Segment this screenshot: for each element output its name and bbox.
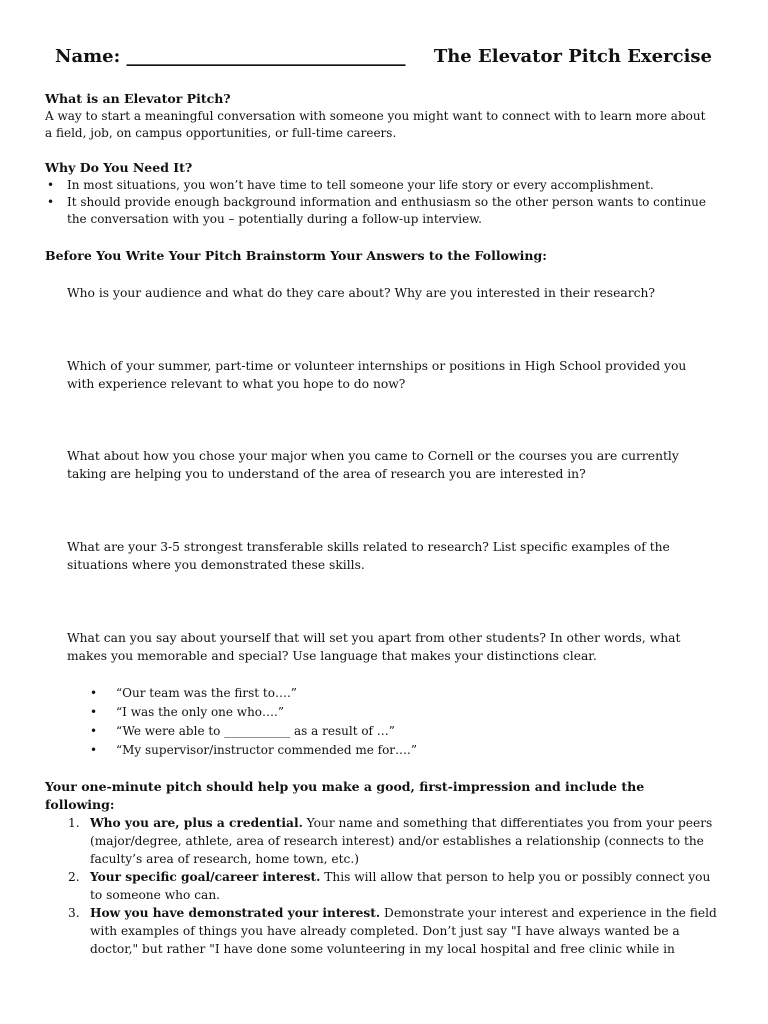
list-item-lead: How you have demonstrated your interest. (90, 906, 381, 920)
section-heading: Before You Write Your Pitch Brainstorm Your Answers to the Following: (45, 248, 547, 263)
section-pitch-includes (45, 778, 715, 814)
example-phrases-list (90, 684, 690, 760)
list-item: • In most situations, you won’t have time to tell someone your life story or every accomplishment. (45, 177, 715, 194)
brainstorm-prompt: Which of your summer, part-time or volunteer internships or positions in High School provided you with experience relevant to what you hope to do now? (67, 359, 687, 391)
list-number: 3. (68, 906, 80, 920)
list-item-text: This will allow that person to help you or possibly connect you to someone who can. (90, 870, 711, 902)
list-item (45, 814, 725, 868)
section-heading: Your one-minute pitch should help you make a good, first-impression and include the following: (45, 779, 645, 812)
list-item-text: Demonstrate your interest and experience in the field with examples of things you have already completed. Don’t just say "I have always wanted be a doctor," but rather "I have done some volunteering in my local hospital and free clinic while in (90, 906, 717, 956)
list-item: • “I was the only one who….” (90, 703, 690, 722)
brainstorm-prompt: What about how you chose your major when you came to Cornell or the courses you are currently taking are helping you to understand of the area of research you are interested in? (67, 449, 679, 481)
list-item-lead: Your specific goal/career interest. (90, 870, 321, 884)
section-what-is (45, 90, 715, 142)
numbered-list-container (45, 814, 725, 958)
list-item: • It should provide enough background information and enthusiasm so the other person wants to continue the conversation with you – potentially during a follow-up interview. (45, 194, 715, 228)
numbered-list (45, 814, 725, 958)
list-number: 2. (68, 870, 80, 884)
section-heading: What is an Elevator Pitch? (45, 91, 231, 106)
name-field-label: Name: _______________________________ (55, 46, 406, 67)
brainstorm-prompt: Who is your audience and what do they care about? Why are you interested in their research? (67, 286, 655, 300)
document-title: The Elevator Pitch Exercise (433, 46, 712, 67)
section-why-need (45, 159, 715, 228)
list-number: 1. (68, 816, 80, 830)
bullet-list (45, 177, 715, 228)
section-brainstorm (45, 247, 715, 265)
list-item: • “Our team was the first to….” (90, 684, 690, 703)
list-item: • “My supervisor/instructor commended me for….” (90, 741, 690, 760)
brainstorm-prompt: What can you say about yourself that will set you apart from other students? In other words, what makes you memorable and special? Use language that makes your distinctions clear. (67, 631, 681, 663)
list-item: • “We were able to ___________ as a result of …” (90, 722, 690, 741)
list-item-lead: Who you are, plus a credential. (90, 816, 303, 830)
section-heading: Why Do You Need It? (45, 160, 193, 175)
section-text: A way to start a meaningful conversation with someone you might want to connect with to learn more about a field, job, on campus opportunities, or full-time careers. (45, 109, 706, 140)
list-item (45, 868, 725, 904)
list-item-text: Your name and something that differentiates you from your peers (major/degree, athlete, area of research interest) and/or establishes a relationship (connects to the faculty’s area of research, home town, etc.) (90, 816, 713, 866)
list-item (45, 904, 725, 958)
brainstorm-prompt: What are your 3-5 strongest transferable skills related to research? List specific examples of the situations where you demonstrated these skills. (67, 540, 670, 572)
